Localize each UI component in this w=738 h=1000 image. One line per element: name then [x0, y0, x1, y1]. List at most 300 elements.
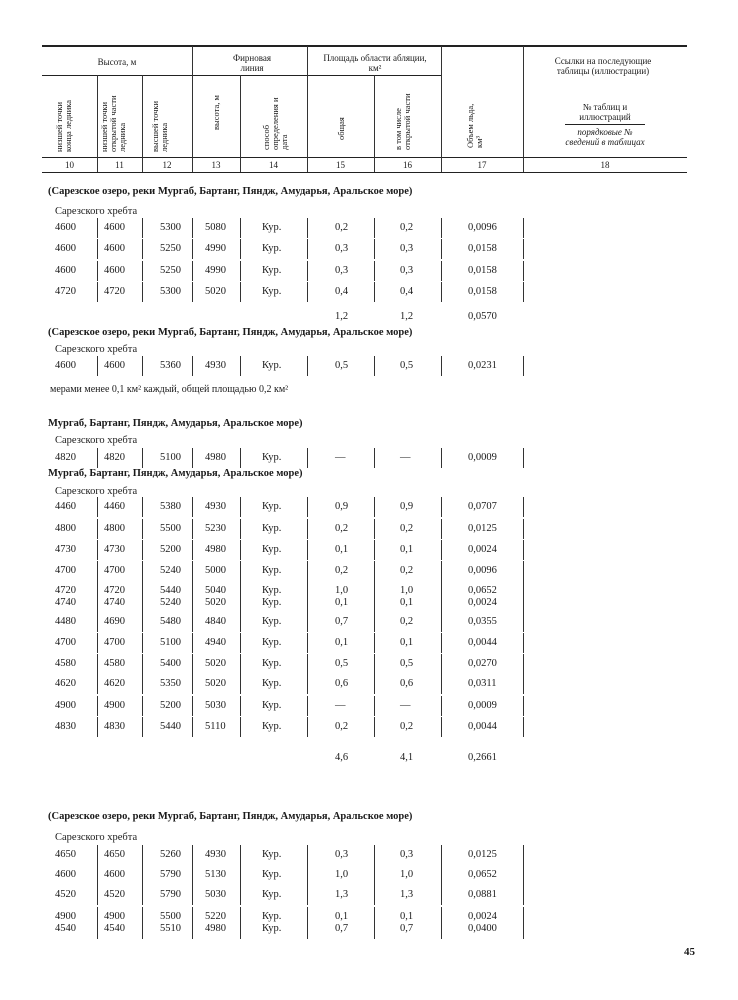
column-divider — [97, 593, 98, 613]
column-divider — [97, 633, 98, 653]
table-cell: Кур. — [262, 658, 282, 669]
column-divider — [307, 356, 308, 376]
column-divider — [192, 561, 193, 581]
column-divider — [142, 696, 143, 716]
column-divider — [523, 717, 524, 737]
table-cell: 4700 — [104, 565, 125, 576]
column-divider — [523, 356, 524, 376]
table-cell: 1,0 — [335, 869, 349, 880]
column-divider — [441, 218, 442, 238]
column-divider — [441, 239, 442, 259]
column-divider — [240, 561, 241, 581]
table-cell: Кур. — [262, 544, 282, 555]
subsection-title: Сарезского хребта — [55, 435, 138, 446]
table-cell: 0,0024 — [468, 597, 497, 608]
column-divider — [307, 561, 308, 581]
column-divider — [142, 239, 143, 259]
table-cell: 4900 — [55, 700, 76, 711]
column-divider — [441, 561, 442, 581]
table-cell: 4830 — [55, 721, 76, 732]
table-cell: 0,9 — [400, 501, 414, 512]
colnum-12: 12 — [162, 160, 172, 170]
column-divider — [523, 239, 524, 259]
column-divider — [142, 865, 143, 885]
table-cell: 0,0158 — [468, 265, 497, 276]
table-cell: 4900 — [104, 700, 125, 711]
table-cell: 0,5 — [335, 360, 349, 371]
table-cell: Кур. — [262, 869, 282, 880]
table-cell: 5360 — [160, 360, 181, 371]
table-cell: 4600 — [104, 265, 125, 276]
table-cell: 0,0231 — [468, 360, 497, 371]
column-divider — [307, 282, 308, 302]
column-divider — [97, 717, 98, 737]
table-cell: 5500 — [160, 523, 181, 534]
table-cell: 1,0 — [400, 585, 414, 596]
col15-header: общая — [336, 117, 346, 140]
column-divider — [97, 448, 98, 468]
column-divider — [441, 845, 442, 865]
table-cell: Кур. — [262, 721, 282, 732]
table-cell: 0,0096 — [468, 222, 497, 233]
column-divider — [142, 540, 143, 560]
table-cell: 5030 — [205, 700, 226, 711]
colnum-11: 11 — [115, 160, 124, 170]
table-cell: 0,2 — [400, 523, 414, 534]
table-cell: 0,3 — [400, 265, 414, 276]
column-divider — [523, 282, 524, 302]
total-cell: 0,2661 — [468, 752, 497, 763]
column-divider — [523, 540, 524, 560]
table-cell: 4540 — [104, 923, 125, 934]
table-cell: 4900 — [55, 911, 76, 922]
column-divider — [240, 696, 241, 716]
table-cell: 0,3 — [335, 243, 349, 254]
table-cell: Кур. — [262, 597, 282, 608]
table-cell: 0,3 — [400, 849, 414, 860]
table-cell: 4460 — [55, 501, 76, 512]
refs-group-title: Ссылки на последующие таблицы (иллюстрации) — [554, 56, 652, 76]
column-divider — [307, 674, 308, 694]
column-divider — [307, 919, 308, 939]
column-divider — [374, 885, 375, 905]
column-divider — [441, 448, 442, 468]
table-cell: 0,4 — [400, 286, 414, 297]
column-divider — [240, 845, 241, 865]
table-cell: 4720 — [104, 286, 125, 297]
table-cell: 0,6 — [335, 678, 349, 689]
column-divider — [240, 919, 241, 939]
column-divider — [97, 540, 98, 560]
table-cell: 4980 — [205, 452, 226, 463]
column-divider — [97, 519, 98, 539]
table-cell: Кур. — [262, 923, 282, 934]
table-cell: 5000 — [205, 565, 226, 576]
table-cell: 0,2 — [400, 222, 414, 233]
table-cell: 1,3 — [335, 889, 349, 900]
column-divider — [240, 885, 241, 905]
table-cell: 0,1 — [335, 544, 349, 555]
hv-7 — [441, 46, 442, 172]
table-cell: 0,0096 — [468, 565, 497, 576]
table-cell: 5020 — [205, 597, 226, 608]
table-cell: 0,2 — [335, 222, 349, 233]
column-divider — [523, 497, 524, 517]
table-cell: — — [335, 452, 346, 463]
section-title: Мургаб, Бартанг, Пяндж, Амударья, Аральское море) — [48, 468, 303, 479]
table-cell: 0,0355 — [468, 616, 497, 627]
table-cell: 0,0270 — [468, 658, 497, 669]
note-text: мерами менее 0,1 км² каждый, общей площадью 0,2 км² — [50, 384, 289, 395]
colnum-15: 15 — [336, 160, 345, 170]
column-divider — [192, 239, 193, 259]
column-divider — [307, 696, 308, 716]
hv-3 — [192, 46, 193, 172]
column-divider — [97, 919, 98, 939]
column-divider — [192, 696, 193, 716]
column-divider — [307, 593, 308, 613]
column-divider — [441, 593, 442, 613]
column-divider — [374, 654, 375, 674]
table-cell: 5240 — [160, 597, 181, 608]
column-divider — [142, 633, 143, 653]
col18-header-b: порядковые № сведений в таблицах — [565, 127, 645, 147]
table-cell: 0,2 — [335, 565, 349, 576]
column-divider — [240, 612, 241, 632]
table-cell: 5200 — [160, 544, 181, 555]
table-cell: 1,0 — [335, 585, 349, 596]
table-cell: Кур. — [262, 501, 282, 512]
col12-header: высшей точки ледника — [150, 100, 169, 152]
table-cell: 5480 — [160, 616, 181, 627]
table-cell: 0,2 — [335, 523, 349, 534]
table-cell: 4580 — [55, 658, 76, 669]
column-divider — [441, 674, 442, 694]
column-divider — [307, 239, 308, 259]
col13-header: высота, м — [211, 95, 221, 130]
table-cell: 5020 — [205, 658, 226, 669]
col16-header: в том числе открытой части — [393, 93, 412, 150]
table-cell: 4990 — [205, 243, 226, 254]
column-divider — [142, 282, 143, 302]
table-cell: 0,0125 — [468, 849, 497, 860]
table-cell: 4900 — [104, 911, 125, 922]
column-divider — [307, 540, 308, 560]
column-divider — [97, 497, 98, 517]
table-cell: 5040 — [205, 585, 226, 596]
column-divider — [192, 865, 193, 885]
column-divider — [374, 674, 375, 694]
column-divider — [240, 717, 241, 737]
column-divider — [374, 633, 375, 653]
column-divider — [142, 448, 143, 468]
table-cell: 4600 — [55, 360, 76, 371]
table-cell: 5100 — [160, 637, 181, 648]
column-divider — [142, 919, 143, 939]
table-cell: 0,0881 — [468, 889, 497, 900]
table-cell: 4840 — [205, 616, 226, 627]
column-divider — [523, 845, 524, 865]
table-cell: 0,9 — [335, 501, 349, 512]
col17-header: Объем льда, км³ — [465, 103, 484, 148]
column-divider — [523, 448, 524, 468]
table-cell: 5440 — [160, 585, 181, 596]
table-cell: 4620 — [55, 678, 76, 689]
table-cell: 5380 — [160, 501, 181, 512]
column-divider — [307, 654, 308, 674]
hv-4 — [240, 75, 241, 172]
column-divider — [307, 261, 308, 281]
column-divider — [97, 845, 98, 865]
header-bottom-rule — [42, 157, 687, 158]
table-cell: 5350 — [160, 678, 181, 689]
table-cell: 0,6 — [400, 678, 414, 689]
column-divider — [523, 561, 524, 581]
table-cell: 0,0009 — [468, 700, 497, 711]
table-cell: 5790 — [160, 889, 181, 900]
table-cell: 0,3 — [400, 243, 414, 254]
table-cell: 4600 — [104, 360, 125, 371]
table-cell: Кур. — [262, 222, 282, 233]
table-cell: 0,0009 — [468, 452, 497, 463]
column-divider — [97, 239, 98, 259]
col11-header: низшей точки открытой части ледника — [99, 95, 127, 152]
column-divider — [240, 356, 241, 376]
column-divider — [441, 865, 442, 885]
table-cell: 4820 — [104, 452, 125, 463]
total-cell: 1,2 — [400, 311, 414, 322]
column-divider — [97, 282, 98, 302]
section-title: Мургаб, Бартанг, Пяндж, Амударья, Аральское море) — [48, 418, 303, 429]
column-divider — [374, 282, 375, 302]
table-cell: 0,0707 — [468, 501, 497, 512]
table-cell: 4700 — [55, 637, 76, 648]
column-divider — [374, 218, 375, 238]
table-cell: 0,7 — [400, 923, 414, 934]
column-divider — [240, 519, 241, 539]
table-cell: 5510 — [160, 923, 181, 934]
column-divider — [97, 865, 98, 885]
table-cell: 5080 — [205, 222, 226, 233]
table-cell: Кур. — [262, 911, 282, 922]
table-cell: 5300 — [160, 222, 181, 233]
column-divider — [142, 674, 143, 694]
column-divider — [240, 674, 241, 694]
colnum-bottom-rule — [42, 172, 687, 173]
table-cell: 4600 — [55, 222, 76, 233]
column-divider — [142, 519, 143, 539]
hv-1 — [97, 75, 98, 172]
column-divider — [240, 633, 241, 653]
column-divider — [142, 561, 143, 581]
column-divider — [374, 519, 375, 539]
col18-header-a: № таблиц и иллюстраций — [579, 102, 631, 122]
column-divider — [441, 356, 442, 376]
column-divider — [240, 593, 241, 613]
col18-inner-rule — [565, 124, 645, 125]
table-cell: 0,1 — [400, 544, 414, 555]
column-divider — [523, 261, 524, 281]
colnum-14: 14 — [269, 160, 278, 170]
column-divider — [523, 654, 524, 674]
column-divider — [142, 654, 143, 674]
table-cell: 0,0158 — [468, 286, 497, 297]
table-cell: 0,1 — [335, 637, 349, 648]
table-cell: 4930 — [205, 360, 226, 371]
table-cell: Кур. — [262, 700, 282, 711]
column-divider — [142, 885, 143, 905]
total-cell: 0,0570 — [468, 311, 497, 322]
column-divider — [441, 919, 442, 939]
column-divider — [142, 593, 143, 613]
column-divider — [441, 885, 442, 905]
column-divider — [142, 845, 143, 865]
table-cell: Кур. — [262, 286, 282, 297]
header-top-rule — [42, 45, 687, 47]
table-cell: 4700 — [104, 637, 125, 648]
column-divider — [523, 919, 524, 939]
table-cell: 5020 — [205, 286, 226, 297]
table-cell: 0,1 — [335, 597, 349, 608]
table-cell: 5440 — [160, 721, 181, 732]
table-cell: 0,2 — [400, 721, 414, 732]
table-cell: — — [400, 700, 411, 711]
table-cell: 5230 — [205, 523, 226, 534]
column-divider — [240, 448, 241, 468]
table-cell: 4940 — [205, 637, 226, 648]
table-cell: 5400 — [160, 658, 181, 669]
table-cell: 5240 — [160, 565, 181, 576]
column-divider — [441, 633, 442, 653]
column-divider — [192, 654, 193, 674]
table-cell: 4930 — [205, 849, 226, 860]
column-divider — [192, 282, 193, 302]
column-divider — [192, 261, 193, 281]
column-divider — [240, 540, 241, 560]
table-cell: 0,0652 — [468, 869, 497, 880]
table-cell: 4520 — [55, 889, 76, 900]
column-divider — [192, 448, 193, 468]
column-divider — [97, 261, 98, 281]
height-group-title: Высота, м — [97, 57, 137, 67]
column-divider — [240, 282, 241, 302]
column-divider — [374, 865, 375, 885]
column-divider — [192, 497, 193, 517]
column-divider — [192, 845, 193, 865]
table-cell: 4460 — [104, 501, 125, 512]
subsection-title: Сарезского хребта — [55, 486, 138, 497]
table-cell: Кур. — [262, 243, 282, 254]
column-divider — [240, 865, 241, 885]
table-cell: — — [335, 700, 346, 711]
table-cell: 5500 — [160, 911, 181, 922]
column-divider — [374, 261, 375, 281]
column-divider — [192, 885, 193, 905]
table-cell: 4600 — [104, 222, 125, 233]
column-divider — [192, 633, 193, 653]
firn-group-title: Фирновая линия — [232, 53, 271, 73]
column-divider — [307, 519, 308, 539]
table-cell: 5300 — [160, 286, 181, 297]
table-cell: 4980 — [205, 923, 226, 934]
column-divider — [523, 612, 524, 632]
column-divider — [441, 540, 442, 560]
column-divider — [441, 717, 442, 737]
column-divider — [97, 654, 98, 674]
table-cell: 5260 — [160, 849, 181, 860]
hv-5 — [307, 46, 308, 172]
table-cell: 4600 — [55, 243, 76, 254]
table-cell: 4600 — [55, 265, 76, 276]
header-mid-rule — [42, 75, 442, 76]
table-cell: 5200 — [160, 700, 181, 711]
subsection-title: Сарезского хребта — [55, 344, 138, 355]
column-divider — [307, 218, 308, 238]
table-cell: 5030 — [205, 889, 226, 900]
column-divider — [192, 593, 193, 613]
column-divider — [192, 919, 193, 939]
column-divider — [192, 218, 193, 238]
column-divider — [240, 654, 241, 674]
subsection-title: Сарезского хребта — [55, 832, 138, 843]
table-cell: 0,0044 — [468, 637, 497, 648]
total-cell: 4,6 — [335, 752, 349, 763]
total-cell: 1,2 — [335, 311, 349, 322]
column-divider — [97, 674, 98, 694]
table-cell: 0,2 — [400, 565, 414, 576]
table-cell: 0,1 — [400, 637, 414, 648]
column-divider — [523, 865, 524, 885]
column-divider — [374, 239, 375, 259]
column-divider — [97, 612, 98, 632]
table-cell: — — [400, 452, 411, 463]
column-divider — [142, 717, 143, 737]
table-cell: 5220 — [205, 911, 226, 922]
column-divider — [523, 674, 524, 694]
hv-2 — [142, 75, 143, 172]
column-divider — [374, 845, 375, 865]
column-divider — [307, 865, 308, 885]
table-cell: 5250 — [160, 265, 181, 276]
table-cell: 4480 — [55, 616, 76, 627]
colnum-13: 13 — [211, 160, 221, 170]
table-cell: 4700 — [55, 565, 76, 576]
table-cell: 5110 — [205, 721, 226, 732]
section-title: (Сарезское озеро, реки Мургаб, Бартанг, Пяндж, Амударья, Аральское море) — [48, 186, 413, 197]
table-cell: 4650 — [55, 849, 76, 860]
column-divider — [441, 282, 442, 302]
table-cell: 0,7 — [335, 923, 349, 934]
table-cell: Кур. — [262, 523, 282, 534]
table-cell: Кур. — [262, 360, 282, 371]
column-divider — [523, 696, 524, 716]
table-cell: 4740 — [104, 597, 125, 608]
table-cell: 0,2 — [400, 616, 414, 627]
colnum-18: 18 — [600, 160, 610, 170]
column-divider — [307, 612, 308, 632]
table-cell: 0,0024 — [468, 544, 497, 555]
table-cell: Кур. — [262, 585, 282, 596]
table-cell: 5790 — [160, 869, 181, 880]
table-cell: 0,0125 — [468, 523, 497, 534]
table-cell: Кур. — [262, 637, 282, 648]
table-cell: 0,0652 — [468, 585, 497, 596]
colnum-17: 17 — [477, 160, 487, 170]
table-cell: 4650 — [104, 849, 125, 860]
table-cell: Кур. — [262, 616, 282, 627]
column-divider — [307, 633, 308, 653]
table-cell: 0,0158 — [468, 243, 497, 254]
